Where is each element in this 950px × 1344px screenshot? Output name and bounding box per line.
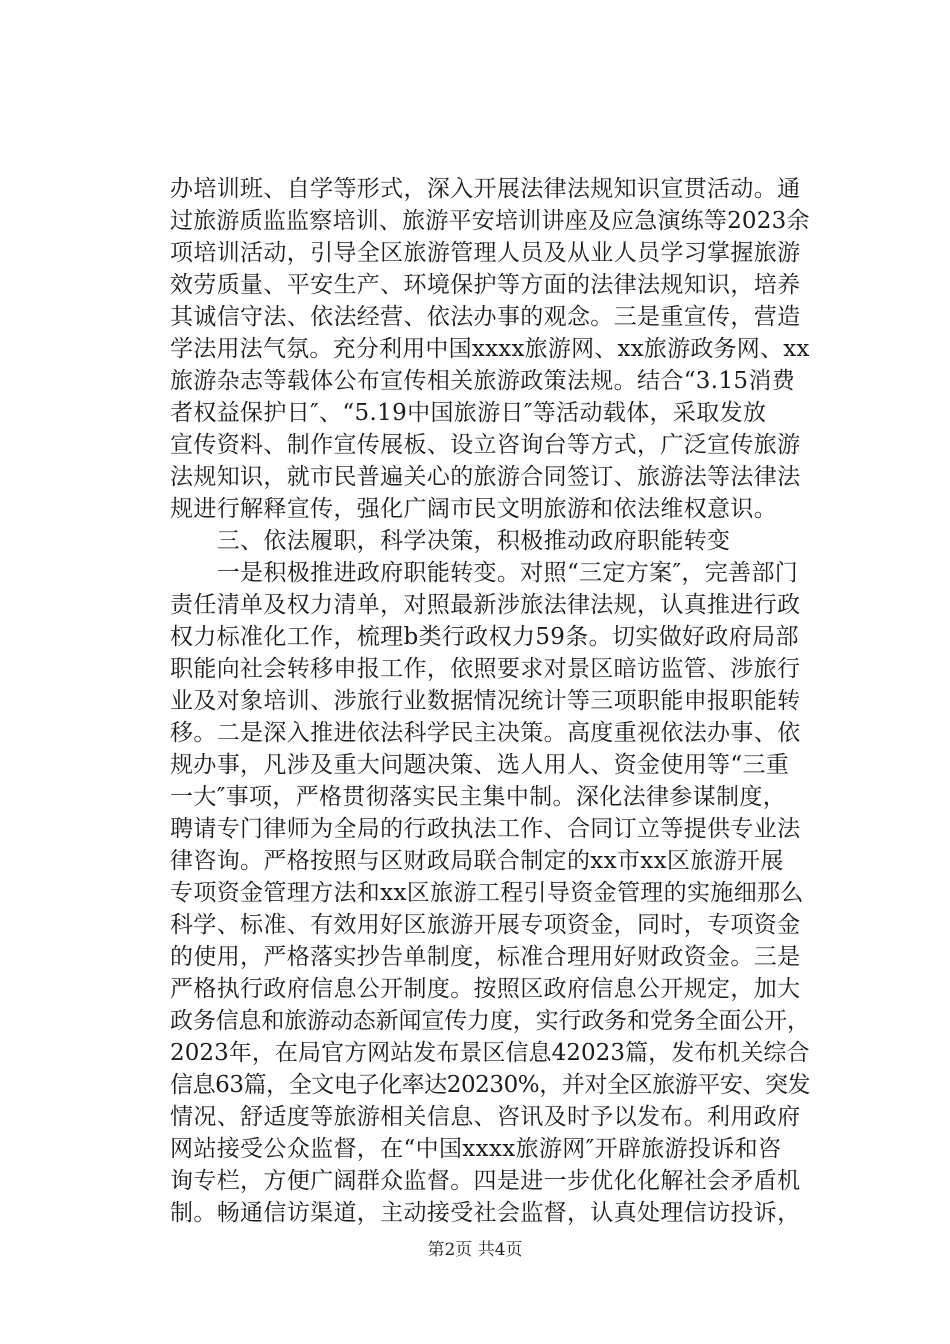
text-line: 业及对象培训、涉旅行业数据情况统计等三项职能申报职能转 — [170, 688, 801, 714]
text-line: 严格执行政府信息公开制度。按照区政府信息公开规定，加大 — [170, 976, 801, 1002]
text-line: 职能向社会转移申报工作，依照要求对景区暗访监管、涉旅行 — [170, 656, 801, 682]
text-line: 律咨询。严格按照与区财政局联合制定的xx市xx区旅游开展 — [170, 848, 784, 874]
text-line: 一大″事项，严格贯彻落实民主集中制。深化法律参谋制度， — [170, 784, 787, 810]
text-line: 政务信息和旅游动态新闻宣传力度，实行政务和党务全面公开， — [170, 1008, 810, 1034]
text-line: 移。二是深入推进依法科学民主决策。高度重视依法办事、依 — [170, 720, 801, 746]
text-line: 情况、舒适度等旅游相关信息、咨讯及时予以发布。利用政府 — [170, 1104, 801, 1130]
text-line: 一是积极推进政府职能转变。对照“三定方案″，完善部门 — [170, 560, 799, 586]
text-line: 网站接受公众监督，在“中国xxxx旅游网″开辟旅游投诉和咨 — [170, 1136, 782, 1162]
text-line: 询专栏，方便广阔群众监督。四是进一步优化化解社会矛盾机 — [170, 1168, 801, 1194]
text-line: 过旅游质监监察培训、旅游平安培训讲座及应急演练等2023余 — [170, 208, 810, 234]
text-line: 2023年，在局官方网站发布景区信息42023篇，发布机关综合 — [170, 1040, 810, 1066]
text-line: 法规知识，就市民普遍关心的旅游合同签订、旅游法等法律法 — [170, 464, 801, 490]
body-text — [170, 173, 810, 1229]
text-line: 效劳质量、平安生产、环境保护等方面的法律法规知识，培养 — [170, 272, 801, 298]
section-heading: 三、依法履职，科学决策，积极推动政府职能转变 — [170, 528, 731, 554]
text-line: 者权益保护日″、“5.19中国旅游日″等活动载体，采取发放 — [170, 400, 767, 426]
text-line: 宣传资料、制作宣传展板、设立咨询台等方式，广泛宣传旅游 — [170, 432, 801, 458]
text-line: 旅游杂志等载体公布宣传相关旅游政策法规。结合“3.15消费 — [170, 368, 796, 394]
text-line: 其诚信守法、依法经营、依法办事的观念。三是重宣传，营造 — [170, 304, 801, 330]
text-line: 的使用，严格落实抄告单制度，标准合理用好财政资金。三是 — [170, 944, 801, 970]
text-line: 科学、标准、有效用好区旅游开展专项资金，同时，专项资金 — [170, 912, 801, 938]
text-line: 学法用法气氛。充分利用中国xxxx旅游网、xx旅游政务网、xx — [170, 336, 810, 362]
text-line: 权力标准化工作，梳理b类行政权力59条。切实做好政府局部 — [170, 624, 799, 650]
text-line: 聘请专门律师为全局的行政执法工作、合同订立等提供专业法 — [170, 816, 801, 842]
text-line: 责任清单及权力清单，对照最新涉旅法律法规，认真推进行政 — [170, 592, 801, 618]
text-line: 项培训活动，引导全区旅游管理人员及从业人员学习掌握旅游 — [170, 240, 801, 266]
text-line: 办培训班、自学等形式，深入开展法律法规知识宣贯活动。通 — [170, 176, 801, 202]
text-line: 规办事，凡涉及重大问题决策、选人用人、资金使用等“三重 — [170, 752, 790, 778]
text-line: 制。畅通信访渠道，主动接受社会监督，认真处理信访投诉， — [170, 1200, 801, 1226]
page-number: 第2页 共4页 — [427, 1240, 523, 1260]
text-line: 专项资金管理方法和xx区旅游工程引导资金管理的实施细那么 — [170, 880, 804, 906]
text-line: 信息63篇，全文电子化率达20230%，并对全区旅游平安、突发 — [170, 1072, 811, 1098]
text-line: 规进行解释宣传，强化广阔市民文明旅游和依法维权意识。 — [170, 496, 778, 522]
